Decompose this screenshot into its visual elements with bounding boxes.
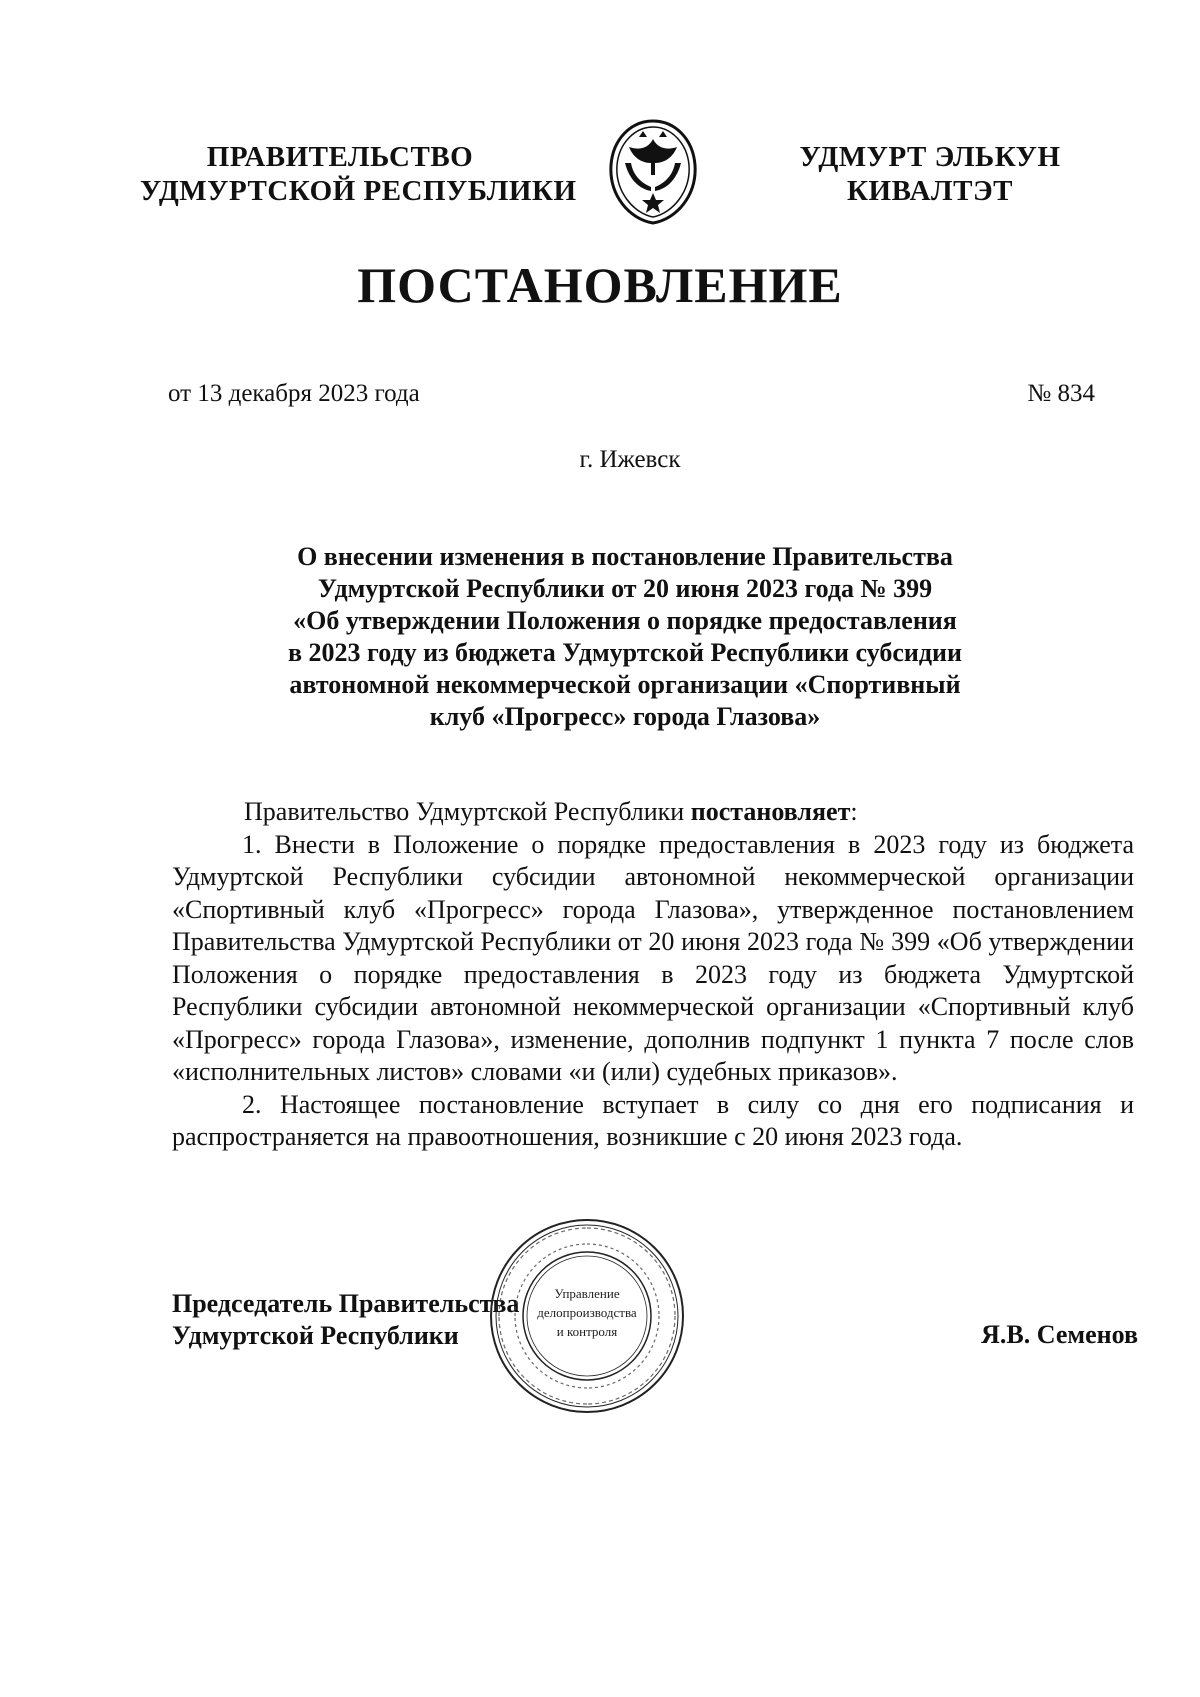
signatory-name: Я.В. Семенов [981,1320,1138,1349]
intro-text: Правительство Удмуртской Республики [244,797,691,826]
body-paragraph-1: 1. Внести в Положение о порядке предоставления в 2023 году из бюджета Удмуртской Республики субсидии автономной некоммерческой организации «Спортивный клуб «Прогресс» города Глазова», утвержденное постановлением Правительства Удмуртской Республики от 20 июня 2023 года № 399 «Об утверждении Положения о порядке предоставления в 2023 году из бюджета Удмуртской Республики субсидии автономной некоммерческой организации «Спортивный клуб «Прогресс» города Глазова», изменение, дополнив подпункт 1 пункта 7 после слов «исполнительных листов» словами «и (или) судебных приказов». [172,829,1134,1086]
document-number: № 834 [1027,380,1095,407]
document-date: от 13 декабря 2023 года [168,380,420,407]
header-right-line2: КИВАЛТЭТ [846,175,1013,207]
body-intro [172,796,1134,829]
signatory-title-line1: Председатель Правительства [172,1289,520,1318]
signatory-title-line2: Удмуртской Республики [172,1321,459,1350]
stamp-center-line3: и контроля [556,1324,618,1339]
header-left-line1: ПРАВИТЕЛЬСТВО [206,141,474,173]
document-city: г. Ижевск [579,446,681,473]
header-right-udm [780,140,1080,208]
stamp-center-line1: Управление [554,1286,620,1301]
subject-line: клуб «Прогресс» города Глазова» [429,702,821,731]
round-seal-icon [487,1216,687,1416]
subject-line: О внесении изменения в постановление Правительства [297,542,953,571]
stamp-center-line2: делопроизводства [537,1305,637,1320]
document-body [172,796,1134,1154]
intro-verb: постановляет [690,797,851,826]
document-type-title: ПОСТАНОВЛЕНИЕ [357,257,843,313]
udmurt-coat-of-arms-icon [603,117,703,227]
header-right-line1: УДМУРТ ЭЛЬКУН [799,141,1061,173]
document-subject [150,541,1100,733]
subject-line: «Об утверждении Положения о порядке предоставления [293,606,957,635]
subject-line: в 2023 году из бюджета Удмуртской Республики субсидии [288,638,962,667]
subject-line: Удмуртской Республики от 20 июня 2023 года № 399 [317,574,933,603]
header-left-line2: УДМУРТСКОЙ РЕСПУБЛИКИ [140,175,577,207]
header-left-ru [140,140,577,208]
intro-colon: : [850,797,858,826]
signatory-title [172,1288,519,1352]
subject-line: автономной некоммерческой организации «Спортивный [289,670,961,699]
body-paragraph-2: 2. Настоящее постановление вступает в силу со дня его подписания и распространяется на правоотношения, возникшие с 20 июня 2023 года. [172,1089,1134,1151]
